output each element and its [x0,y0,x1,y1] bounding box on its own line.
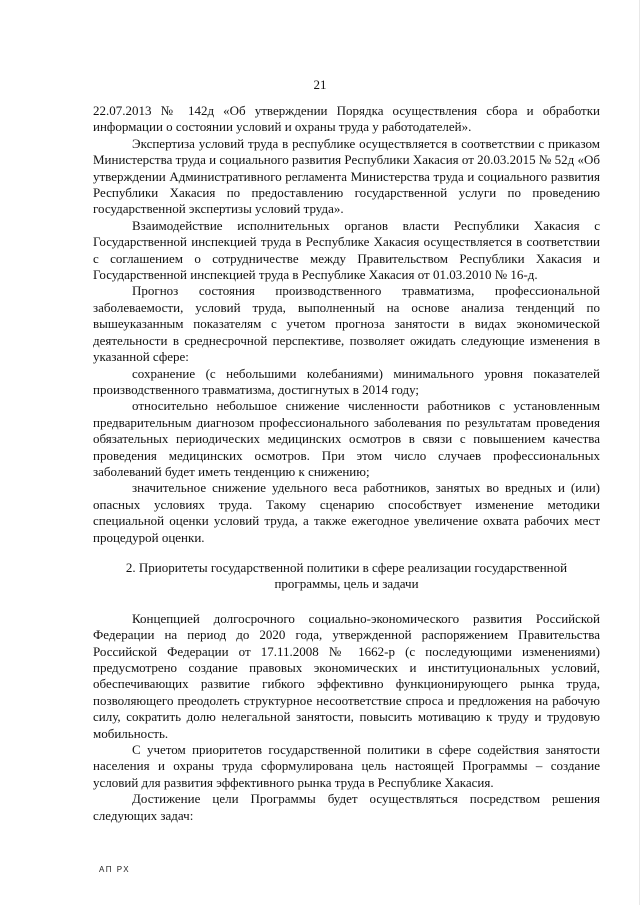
footer-stamp: АП РХ [99,865,131,874]
paragraph: С учетом приоритетов государственной политики в сфере содействия занятости населения и охраны труда сформулирована цель настоящей Программы – создание условий для развития эффективного рынка труда в Республике Хакасия. [93,742,600,790]
paragraph: сохранение (с небольшими колебаниями) минимального уровня показателей производственного травматизма, достигнутых в 2014 году; [93,365,600,397]
document-body [93,103,600,824]
paragraph: 22.07.2013 № 142д «Об утверждении Порядка осуществления сбора и обработки информации о состоянии условий и охраны труда у работодателей». [93,103,600,135]
paragraph: Экспертиза условий труда в республике осуществляется в соответствии с приказом Министерства труда и социального развития Республики Хакасия от 20.03.2015 № 52д «Об утверждении Административного регламента Министерства труда и социального развития Республики Хакасия по предоставлению государственной услуги по проведению государственной экспертизы условий труда». [93,135,600,217]
paragraph: Прогноз состояния производственного травматизма, профессиональной заболеваемости, условий труда, выполненный на основе анализа тенденций по вышеуказанным показателям с учетом прогноза занятости в видах экономической деятельности в среднесрочной перспективе, позволяет ожидать следующие изменения в указанной сфере: [93,283,600,365]
paragraph: Взаимодействие исполнительных органов власти Республики Хакасия с Государственной инспекцией труда в Республике Хакасия осуществляется в соответствии с соглашением о сотрудничестве между Правительством Республики Хакасия и Государственной инспекцией труда в Республике Хакасия от 01.03.2010 № 16-д. [93,217,600,283]
paragraph: значительное снижение удельного веса работников, занятых во вредных и (или) опасных условиях труда. Такому сценарию способствует изменение методики специальной оценки условий труда, а также ежегодное увеличение охвата рабочих мест процедурой оценки. [93,480,600,545]
paragraph: относительно небольшое снижение численности работников с установленным предварительным диагнозом профессионального заболевания по результатам проведения обязательных периодических медицинских осмотров в связи с повышением качества проведения медицинских осмотров. При этом число случаев профессиональных заболеваний будет иметь тенденцию к снижению; [93,398,600,479]
paragraph: Концепцией долгосрочного социально-экономического развития Российской Федерации на период до 2020 года, утвержденной распоряжением Правительства Российской Федерации от 17.11.2008 № 1662-р (с последующими изменениями) предусмотрено создание правовых экономических и институциональных условий, обеспечивающих развитие гибкого эффективно функционирующего рынка труда, позволяющего преодолеть структурное несоответствие спроса и предложения на рабочую силу, сократить долю нелегальной занятости, повысить мотивацию к труду и трудовую мобильность. [93,610,600,741]
page-number: 21 [313,77,327,92]
section-heading: 2. Приоритеты государственной политики в сфере реализации государственной программы, цель и задачи [125,559,568,592]
paragraph: Достижение цели Программы будет осуществляться посредством решения следующих задач: [93,791,600,823]
